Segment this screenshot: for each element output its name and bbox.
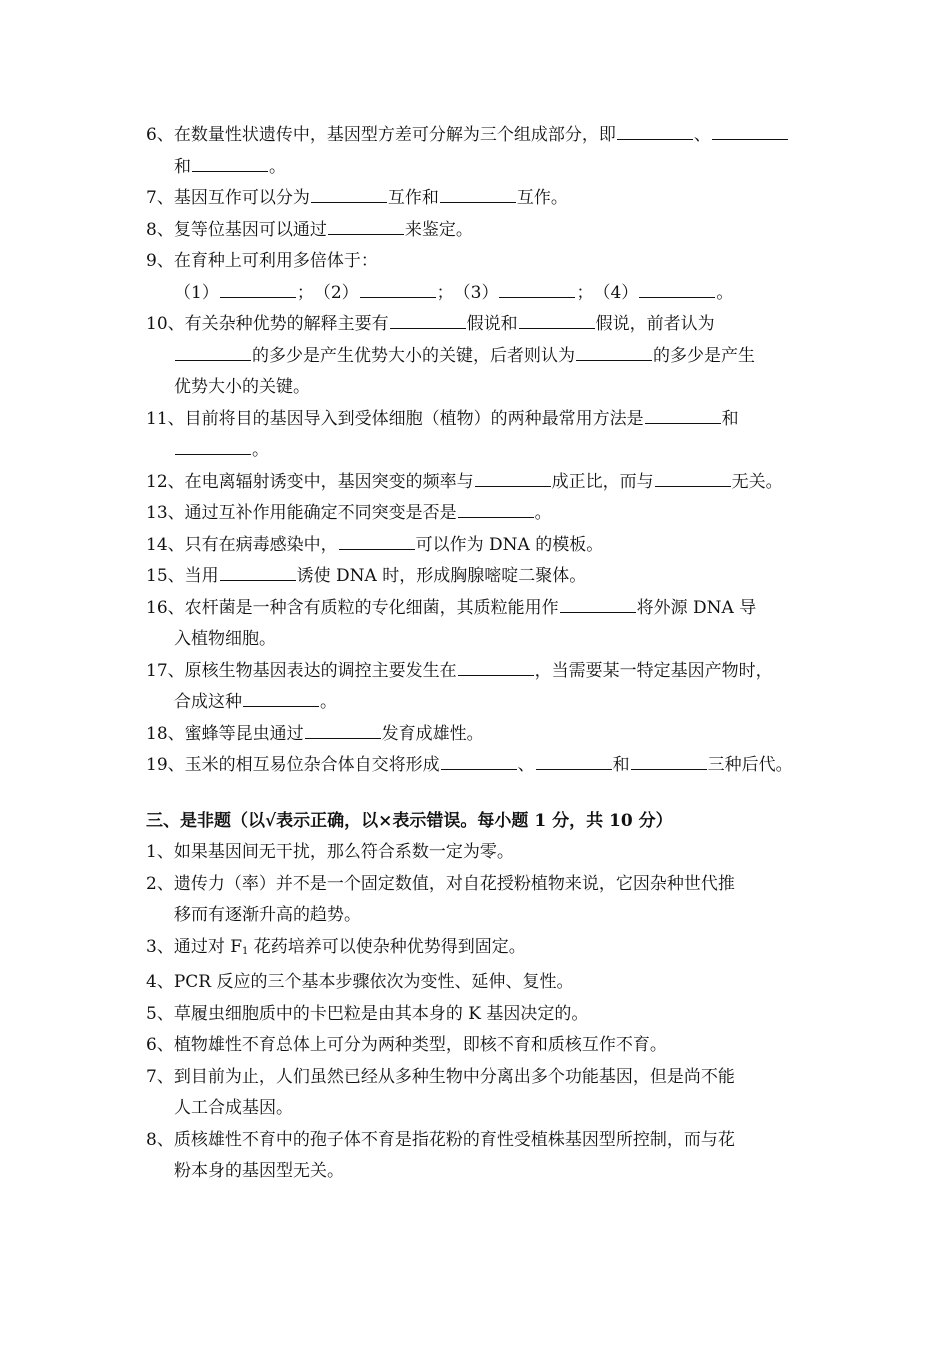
section-spacer — [146, 782, 808, 806]
answer-blank[interactable] — [220, 563, 296, 581]
answer-blank[interactable] — [645, 406, 721, 424]
question-13: 13、通过互补作用能确定不同突变是否是 。 — [146, 498, 808, 530]
answer-blank[interactable] — [639, 280, 715, 298]
answer-blank[interactable] — [441, 752, 517, 770]
answer-blank[interactable] — [576, 343, 652, 361]
tf-question-8-line-1: 8、质核雄性不育中的孢子体不育是指花粉的育性受植株基因型所控制，而与花 — [146, 1129, 735, 1150]
question-11-line-2: 。 — [146, 435, 808, 467]
answer-blank[interactable] — [390, 311, 466, 329]
answer-blank[interactable] — [243, 689, 319, 707]
question-17-line-1: 17、原核生物基因表达的调控主要发生在 ，当需要某一特定基因产物时， — [146, 656, 808, 688]
question-19: 19、玉米的相互易位杂合体自交将形成 、 和 三种后代。 — [146, 750, 808, 782]
tf-question-3: 3、通过对 $F_1$ 花药培养可以使杂种优势得到固定。 — [146, 936, 526, 957]
question-9-items: （1） ； （2） ； （3） ； （4） 。 — [146, 278, 808, 310]
answer-blank[interactable] — [519, 311, 595, 329]
answer-blank[interactable] — [631, 752, 707, 770]
question-8: 8、复等位基因可以通过 来鉴定。 — [146, 215, 808, 247]
answer-blank[interactable] — [328, 217, 404, 235]
tf-question-2-line-1: 2、遗传力（率）并不是一个固定数值，对自花授粉植物来说，它因杂种世代推 — [146, 873, 735, 894]
question-10-line-3: 优势大小的关键。 — [174, 377, 310, 397]
tf-question-2-line-2: 移而有逐渐升高的趋势。 — [174, 905, 361, 925]
answer-blank[interactable] — [175, 343, 251, 361]
tf-question-5: 5、草履虫细胞质中的卡巴粒是由其本身的 K 基因决定的。 — [146, 1003, 589, 1024]
tf-question-7-line-2: 人工合成基因。 — [174, 1098, 293, 1118]
question-16-line-1: 16、农杆菌是一种含有质粒的专化细菌，其质粒能用作 将外源 DNA 导 — [146, 593, 808, 625]
tf-question-7-line-1: 7、到目前为止，人们虽然已经从多种生物中分离出多个功能基因，但是尚不能 — [146, 1066, 735, 1087]
question-10-line-1: 10、有关杂种优势的解释主要有 假说和 假说，前者认为 — [146, 309, 808, 341]
tf-question-4: 4、PCR 反应的三个基本步骤依次为变性、延伸、复性。 — [146, 972, 574, 992]
question-12: 12、在电离辐射诱变中，基因突变的频率与 成正比，而与 无关。 — [146, 467, 808, 499]
answer-blank[interactable] — [560, 595, 636, 613]
answer-blank[interactable] — [311, 185, 387, 203]
answer-blank[interactable] — [192, 154, 268, 172]
answer-blank[interactable] — [175, 437, 251, 455]
tf-question-8-line-2: 粉本身的基因型无关。 — [174, 1161, 344, 1181]
question-6-line-2: 和 。 — [146, 152, 808, 184]
tf-question-1: 1、如果基因间无干扰，那么符合系数一定为零。 — [146, 842, 514, 862]
answer-blank[interactable] — [458, 500, 534, 518]
question-7: 7、基因互作可以分为 互作和 互作。 — [146, 183, 808, 215]
question-10-line-2: 的多少是产生优势大小的关键，后者则认为 的多少是产生 — [146, 341, 808, 373]
answer-blank[interactable] — [440, 185, 516, 203]
answer-blank[interactable] — [305, 721, 381, 739]
answer-blank[interactable] — [360, 280, 436, 298]
question-15: 15、当用 诱使 DNA 时，形成胸腺嘧啶二聚体。 — [146, 561, 808, 593]
answer-blank[interactable] — [712, 122, 788, 140]
answer-blank[interactable] — [536, 752, 612, 770]
answer-blank[interactable] — [475, 469, 551, 487]
answer-blank[interactable] — [220, 280, 296, 298]
answer-blank[interactable] — [339, 532, 415, 550]
question-9: 9、在育种上可利用多倍体于： — [146, 251, 378, 271]
question-14: 14、只有在病毒感染中， 可以作为 DNA 的模板。 — [146, 530, 808, 562]
question-16-line-2: 入植物细胞。 — [174, 629, 276, 649]
answer-blank[interactable] — [617, 122, 693, 140]
question-17-line-2: 合成这种 。 — [146, 687, 808, 719]
exam-content — [146, 120, 808, 1188]
section-title: 三、是非题（以√表示正确，以×表示错误。每小题 1 分，共 10 分） — [146, 810, 673, 831]
question-11-line-1: 11、目前将目的基因导入到受体细胞（植物）的两种最常用方法是 和 — [146, 404, 808, 436]
question-18: 18、蜜蜂等昆虫通过 发育成雄性。 — [146, 719, 808, 751]
tf-question-6: 6、植物雄性不育总体上可分为两种类型，即核不育和质核互作不育。 — [146, 1035, 667, 1055]
answer-blank[interactable] — [655, 469, 731, 487]
answer-blank[interactable] — [499, 280, 575, 298]
question-6-line-1: 6、在数量性状遗传中，基因型方差可分解为三个组成部分，即 、 — [146, 120, 808, 152]
answer-blank[interactable] — [458, 658, 534, 676]
